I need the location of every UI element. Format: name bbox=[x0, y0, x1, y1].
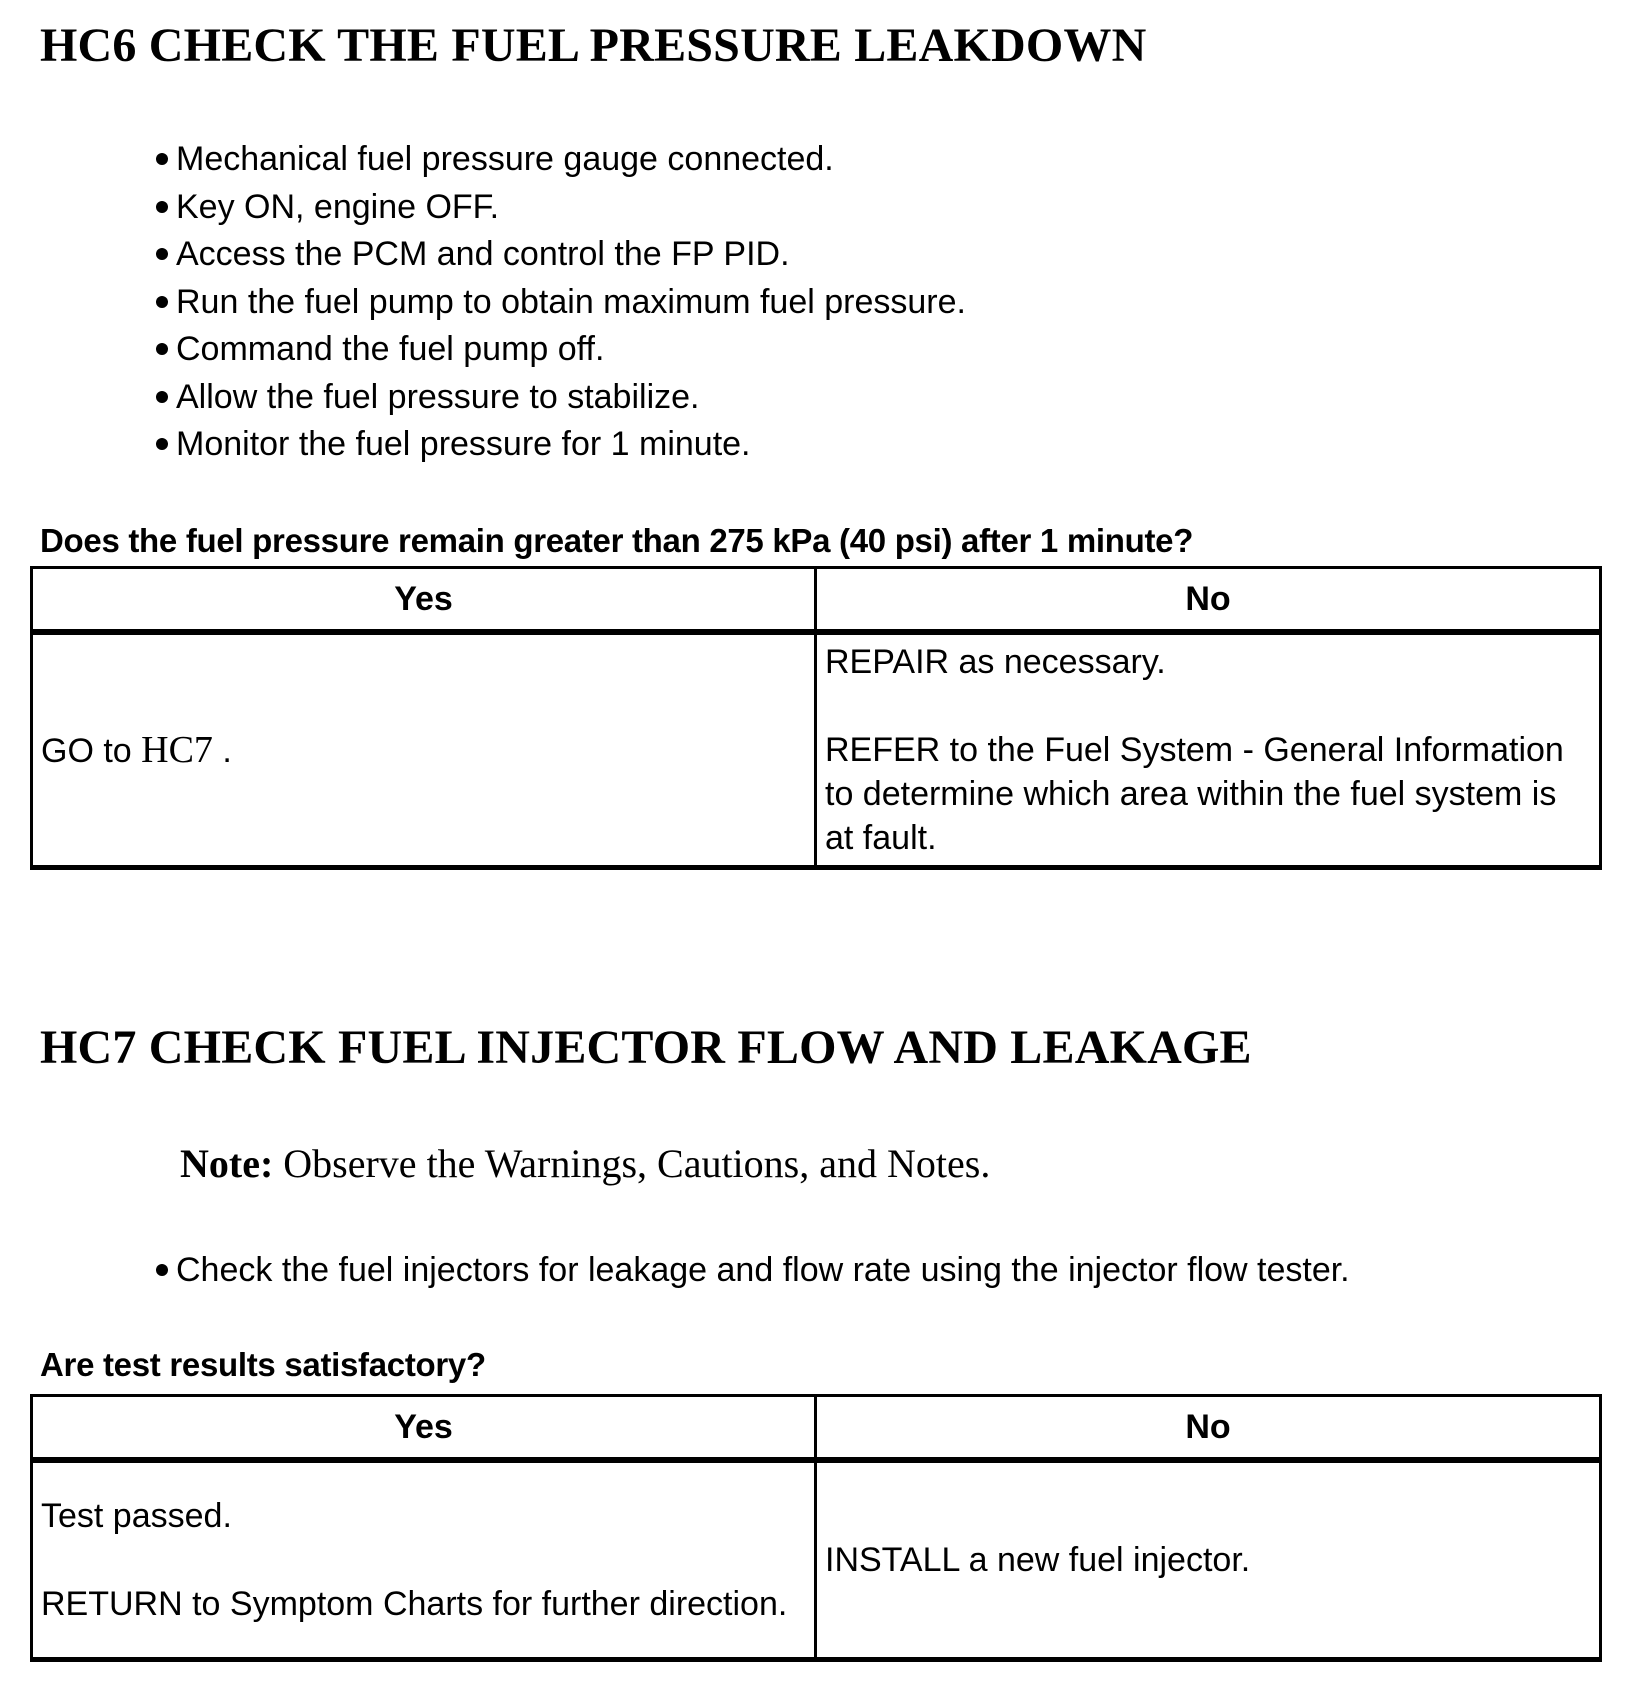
bullet-icon bbox=[156, 438, 168, 450]
hc6-heading: HC6 CHECK THE FUEL PRESSURE LEAKDOWN bbox=[40, 19, 1147, 72]
hc7-step-list bbox=[156, 1247, 1350, 1295]
step-item bbox=[156, 1247, 1350, 1295]
step-text: Key ON, engine OFF. bbox=[176, 187, 500, 226]
step-item bbox=[156, 374, 966, 422]
step-item bbox=[156, 136, 966, 184]
step-item bbox=[156, 231, 966, 279]
table-header-row bbox=[32, 568, 1601, 633]
step-text: Monitor the fuel pressure for 1 minute. bbox=[176, 425, 751, 463]
yes-header: Yes bbox=[32, 568, 816, 633]
table-header-row bbox=[32, 1396, 1601, 1461]
bullet-icon bbox=[156, 248, 168, 260]
step-text: Allow the fuel pressure to stabilize. bbox=[176, 377, 700, 416]
hc6-question: Does the fuel pressure remain greater than 275 kPa (40 psi) after 1 minute? bbox=[40, 522, 1194, 559]
return-text: RETURN to Symptom Charts for further direction. bbox=[41, 1585, 788, 1623]
step-item bbox=[156, 326, 966, 374]
table-row bbox=[32, 632, 1601, 868]
bullet-icon bbox=[156, 1264, 168, 1276]
no-header: No bbox=[816, 568, 1601, 633]
note-text: Observe the Warnings, Cautions, and Notes. bbox=[273, 1141, 991, 1186]
no-cell bbox=[816, 632, 1601, 868]
hc7-link[interactable]: HC7 bbox=[141, 729, 213, 771]
no-cell bbox=[816, 1460, 1601, 1660]
yes-cell bbox=[32, 632, 816, 868]
hc7-heading: HC7 CHECK FUEL INJECTOR FLOW AND LEAKAGE bbox=[40, 1021, 1252, 1074]
hc7-question: Are test results satisfactory? bbox=[40, 1346, 486, 1383]
bullet-icon bbox=[156, 201, 168, 213]
bullet-icon bbox=[156, 391, 168, 403]
hc6-decision-table bbox=[30, 566, 1602, 870]
bullet-icon bbox=[156, 296, 168, 308]
step-text: Run the fuel pump to obtain maximum fuel pressure. bbox=[176, 282, 966, 321]
step-text: Mechanical fuel pressure gauge connected. bbox=[176, 140, 834, 178]
go-to-suffix: . bbox=[212, 732, 232, 770]
step-item bbox=[156, 184, 966, 232]
step-item bbox=[156, 421, 966, 469]
table-row bbox=[32, 1460, 1601, 1660]
test-passed-text: Test passed. bbox=[41, 1497, 232, 1535]
refer-text: REFER to the Fuel System - General Information to determine which area within the fuel system is at fault. bbox=[825, 731, 1564, 857]
bullet-icon bbox=[156, 153, 168, 165]
yes-cell bbox=[32, 1460, 816, 1660]
step-text: Check the fuel injectors for leakage and flow rate using the injector flow tester. bbox=[176, 1251, 1350, 1289]
note-label: Note: bbox=[180, 1141, 274, 1186]
step-text: Access the PCM and control the FP PID. bbox=[176, 235, 790, 273]
bullet-icon bbox=[156, 343, 168, 355]
hc6-step-list bbox=[156, 136, 966, 469]
step-item bbox=[156, 279, 966, 327]
repair-text: REPAIR as necessary. bbox=[825, 643, 1166, 681]
install-text: INSTALL a new fuel injector. bbox=[825, 1541, 1251, 1579]
yes-header: Yes bbox=[32, 1396, 816, 1461]
hc7-decision-table bbox=[30, 1394, 1602, 1662]
go-to-text: GO to bbox=[41, 732, 142, 770]
note bbox=[180, 1140, 990, 1187]
no-header: No bbox=[816, 1396, 1601, 1461]
step-text: Command the fuel pump off. bbox=[176, 330, 605, 368]
